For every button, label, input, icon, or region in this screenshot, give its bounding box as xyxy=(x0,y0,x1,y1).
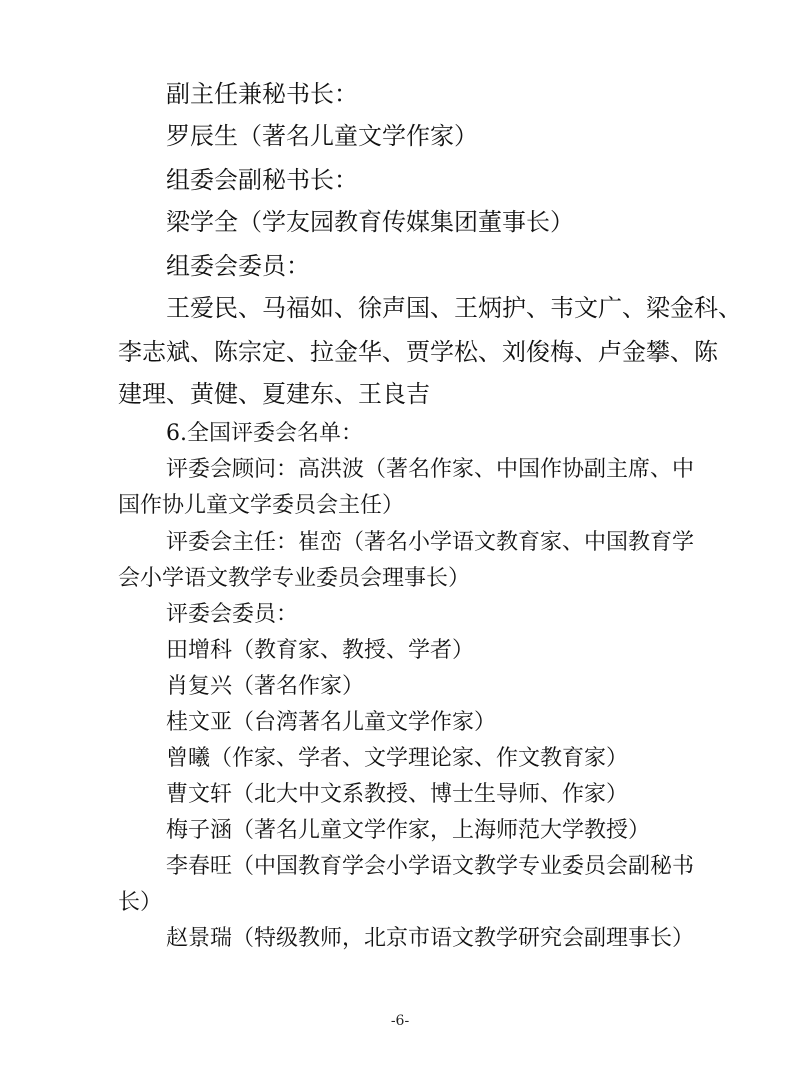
judging-member: 田增科（教育家、教授、学者） xyxy=(166,638,475,663)
judging-member: 赵景瑞（特级教师，北京市语文教学研究会副理事长） xyxy=(166,926,695,951)
judging-member: 桂文亚（台湾著名儿童文学作家） xyxy=(166,710,497,735)
committee-members-label: 组委会委员： xyxy=(166,252,310,280)
deputy-secretary-label: 组委会副秘书长： xyxy=(166,166,358,194)
judging-member: 长） xyxy=(118,890,163,915)
deputy-director-label: 副主任兼秘书长： xyxy=(166,80,358,108)
page-number: -6- xyxy=(390,1013,410,1029)
committee-members-line: 王爱民、马福如、徐声国、王炳护、韦文广、梁金科、 xyxy=(166,294,742,322)
judging-member: 梅子涵（著名儿童文学作家，上海师范大学教授） xyxy=(166,818,651,843)
section-heading: 6.全国评委会名单： xyxy=(166,421,363,446)
judging-advisor-line: 国作协儿童文学委员会主任） xyxy=(118,493,405,518)
judging-members-label: 评委会委员： xyxy=(166,602,299,627)
judging-director-line: 会小学语文教学专业委员会理事长） xyxy=(118,566,471,591)
judging-advisor-line: 评委会顾问：高洪波（著名作家、中国作协副主席、中 xyxy=(166,457,695,482)
committee-members-line: 李志斌、陈宗定、拉金华、贾学松、刘俊梅、卢金攀、陈 xyxy=(118,338,718,366)
deputy-director-name: 罗辰生（著名儿童文学作家） xyxy=(166,122,478,150)
judging-member: 曾曦（作家、学者、文学理论家、作文教育家） xyxy=(166,746,629,771)
judging-director-line: 评委会主任：崔峦（著名小学语文教育家、中国教育学 xyxy=(166,530,695,555)
committee-members-line: 建理、黄健、夏建东、王良吉 xyxy=(118,380,430,408)
judging-member: 曹文轩（北大中文系教授、博士生导师、作家） xyxy=(166,782,629,807)
judging-member: 肖复兴（著名作家） xyxy=(166,674,365,699)
deputy-secretary-name: 梁学全（学友园教育传媒集团董事长） xyxy=(166,208,574,236)
judging-member: 李春旺（中国教育学会小学语文教学专业委员会副秘书 xyxy=(166,854,695,879)
